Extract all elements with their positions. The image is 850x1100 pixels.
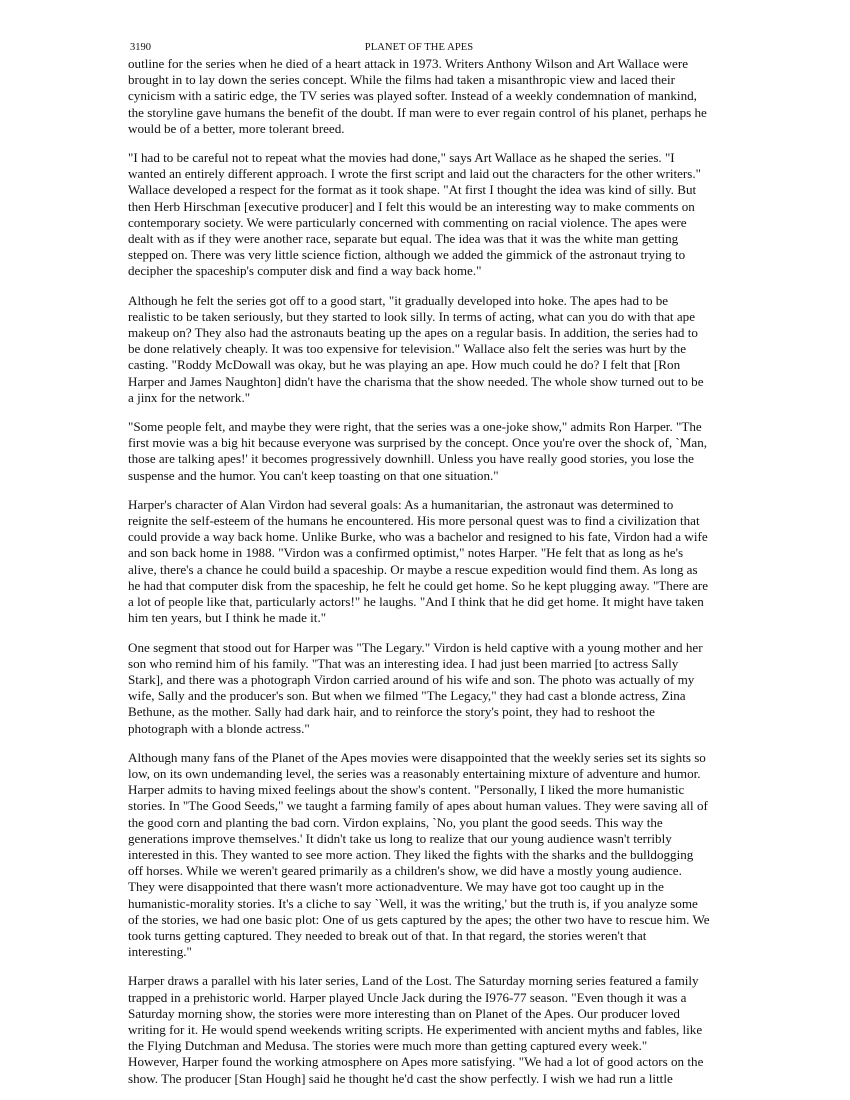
document-page	[128, 40, 710, 1087]
paragraph-8: Harper draws a parallel with his later series, Land of the Lost. The Saturday morning series featured a family trapped in a prehistoric world. Harper played Uncle Jack during the I976-77 season. "Even though it was a Saturday morning show, the stories were more interesting than on Planet of the Apes. Our producer loved writing for it. He would spend weekends writing scripts. He experimented with ancient myths and fables, like the Flying Dutchman and Medusa. The stories were much more than getting captured every week."	[128, 973, 703, 1054]
running-title: PLANET OF THE APES	[364, 42, 474, 53]
page-number: 3190	[130, 42, 151, 53]
paragraph-9: However, Harper found the working atmosphere on Apes more satisfying. "We had a lot of good actors on the show. The producer [Stan Hough] said he thought he'd cast the show perfectly. I wish we had run a little	[128, 1054, 704, 1086]
paragraph-5: Harper's character of Alan Virdon had several goals: As a humanitarian, the astronaut was determined to reignite the self-esteem of the humans he encountered. His more personal quest was to find a civilization that could provide a way back home. Unlike Burke, who was a bachelor and resigned to his fate, Virdon had a wife and son back home in 1988. "Virdon was a confirmed optimist," notes Harper. "He felt that as long as he's alive, there's a chance he could build a spaceship. Or maybe a rescue expedition would find them. As long as he had that computer disk from the spaceship, he felt he could get home. So he kept plugging away. "There are a lot of people like that, particularly actors!" he laughs. "And I think that he did get home. It might have taken him ten years, but I think he made it."	[128, 496, 709, 626]
paragraph-1: outline for the series when he died of a heart attack in 1973. Writers Anthony Wilson and Art Wallace were brought in to lay down the series concept. While the films had taken a misanthropic view and laced their cynicism with a satiric edge, the TV series was played softer. Instead of a weekly condemnation of mankind, the storyline gave humans the benefit of the doubt. If man were to ever regain control of his planet, perhaps he would be of a better, more tolerant breed.	[128, 56, 707, 136]
paragraph-4: "Some people felt, and maybe they were right, that the series was a one-joke show," admits Ron Harper. "The first movie was a big hit because everyone was surprised by the concept. Once you're over the shock of, `Man, those are talking apes!' it becomes progressively downhill. Unless you have really good stories, you lose the suspense and the humor. You can't keep toasting on that one situation."	[128, 419, 708, 483]
body-text	[128, 56, 710, 1087]
paragraph-7: Although many fans of the Planet of the Apes movies were disappointed that the weekly series set its sights so low, on its own undemanding level, the series was a reasonably entertaining mixture of adventure and humor. Harper admits to having mixed feelings about the show's content. "Personally, I liked the more humanistic stories. In "The Good Seeds," we taught a farming family of apes about human values. They were saving all of the good corn and planting the bad corn. Virdon explains, `No, you plant the good seeds. This way the generations improve themselves.' It didn't take us long to realize that our young audience wasn't terribly interested in this. They wanted to see more action. They liked the fights with the sharks and the bulldogging off horses. While we weren't geared primarily as a children's show, we did have a mostly young audience. They were disappointed that there wasn't more actionadventure. We may have got too caught up in the humanistic-morality stories. It's a cliche to say `Well, it was the writing,' but the truth is, if you analyze some of the stories, we had one basic plot: One of us gets captured by the apes; the other two have to rescue him. We took turns getting captured. They needed to break out of that. In that regard, the stories weren't that interesting."	[128, 749, 710, 960]
page-header	[128, 40, 710, 56]
paragraph-3: Although he felt the series got off to a good start, "it gradually developed into hoke. The apes had to be realistic to be taken seriously, but they started to look silly. In terms of acting, what can you do with that ape makeup on? They also had the astronauts beating up the apes on a regular basis. In addition, the series had to be done relatively cheaply. It was too expensive for television." Wallace also felt the series was hurt by the casting. "Roddy McDowall was okay, but he was playing an ape. How much could he do? I felt that [Ron Harper and James Naughton] didn't have the charisma that the show needed. The whole show turned out to be a jinx for the network."	[128, 292, 704, 405]
paragraph-2: "I had to be careful not to repeat what the movies had done," says Art Wallace as he shaped the series. "I wanted an entirely different approach. I wrote the first script and laid out the characters for the other writers." Wallace developed a respect for the format as it took shape. "At first I thought the idea was kind of silly. But then Herb Hirschman [executive producer] and I felt this would be an interesting way to make comments on contemporary society. We were particularly concerned with commenting on racial violence. The apes were dealt with as if they were another race, separate but equal. The idea was that it was the white man getting stepped on. There was very little science fiction, although we added the gimmick of the astronaut trying to decipher the spaceship's computer disk and find a way back home."	[128, 150, 701, 279]
paragraph-6: One segment that stood out for Harper was "The Legary." Virdon is held captive with a young mother and her son who remind him of his family. "That was an interesting idea. I had just been married [to actress Sally Stark], and there was a photograph Virdon carried around of his wife and son. The photo was actually of my wife, Sally and the producer's son. But when we filmed "The Legacy," they had cast a blonde actress, Zina Bethune, as the mother. Sally had dark hair, and to reinforce the story's point, they had to reshoot the photograph with a blonde actress."	[128, 639, 703, 736]
